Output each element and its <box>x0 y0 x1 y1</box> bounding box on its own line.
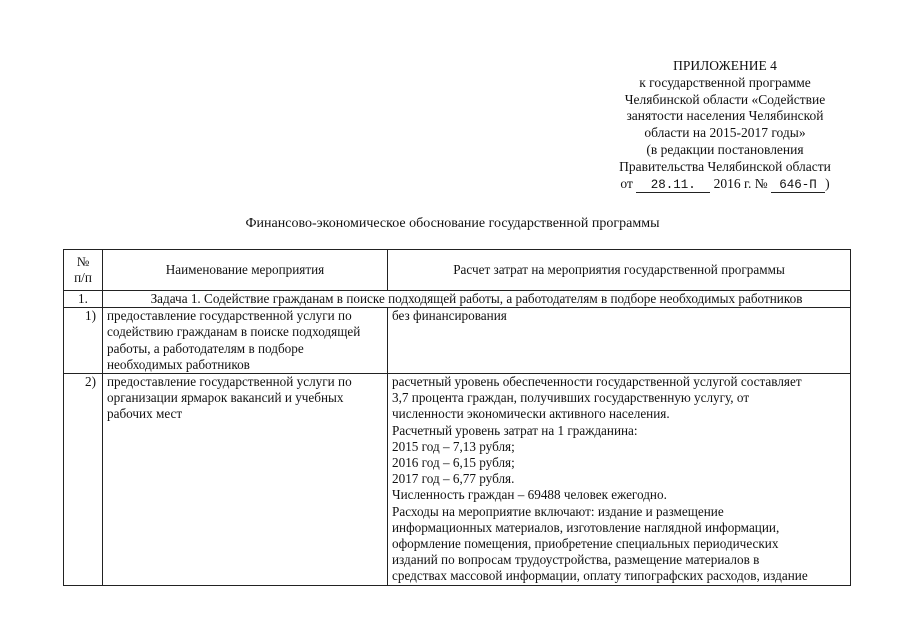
table-row <box>64 308 851 374</box>
task-text: Задача 1. Содействие гражданам в поиске подходящей работы, а работодателям в подборе необходимых работников <box>103 291 851 308</box>
header-calc: Расчет затрат на мероприятия государственной программы <box>388 250 851 291</box>
handwritten-date: 28.11. <box>636 179 710 193</box>
header-number: № п/п <box>64 250 103 291</box>
task-number: 1. <box>64 291 103 308</box>
row-calc: расчетный уровень обеспеченности государственной услугой составляет 3,7 процента граждан, получивших государственную услугу, от численности экономически активного населения. Расчетный уровень затрат на 1 гражданина: 2015 год – 7,13 рубля; 2016 год – 6,15 рубля; 2017 год – 6,77 рубля. Численность граждан – 69488 человек ежегодно. Расходы на мероприятие включают: издание и размещение информационных материалов, изготовление наглядной информации, оформление помещения, приобретение специальных периодических изданий по вопросам трудоустройства, размещение материалов в средствах массовой информации, оплату типографских расходов, издание <box>388 374 851 586</box>
row-name: предоставление государственной услуги по содействию гражданам в поиске подходящей работы, а работодателям в подборе необходимых работников <box>103 308 388 374</box>
row-calc: без финансирования <box>388 308 851 374</box>
resolution-signature-line <box>560 176 890 193</box>
table-row <box>64 374 851 586</box>
header-name: Наименование мероприятия <box>103 250 388 291</box>
appendix-line: к государственной программе <box>639 74 811 90</box>
appendix-line: (в редакции постановления <box>646 141 804 157</box>
sig-close: ) <box>825 175 830 191</box>
financial-table <box>63 249 851 586</box>
appendix-line: области на 2015-2017 годы» <box>644 125 806 141</box>
row-number: 1) <box>64 308 103 374</box>
row-number: 2) <box>64 374 103 586</box>
appendix-title: ПРИЛОЖЕНИЕ 4 <box>673 58 777 73</box>
appendix-line: Челябинской области «Содействие <box>624 91 826 107</box>
appendix-line: Правительства Челябинской области <box>619 158 831 174</box>
appendix-line: занятости населения Челябинской <box>626 108 824 124</box>
appendix-block <box>560 58 890 193</box>
handwritten-number: 646-П <box>771 179 825 193</box>
row-name: предоставление государственной услуги по организации ярмарок вакансий и учебных рабочих мест <box>103 374 388 586</box>
sig-year: 2016 г. № <box>713 175 768 191</box>
sig-prefix: от <box>620 175 633 191</box>
document-title: Финансово-экономическое обоснование государственной программы <box>245 216 660 231</box>
table-header-row <box>64 250 851 291</box>
task-row <box>64 291 851 308</box>
